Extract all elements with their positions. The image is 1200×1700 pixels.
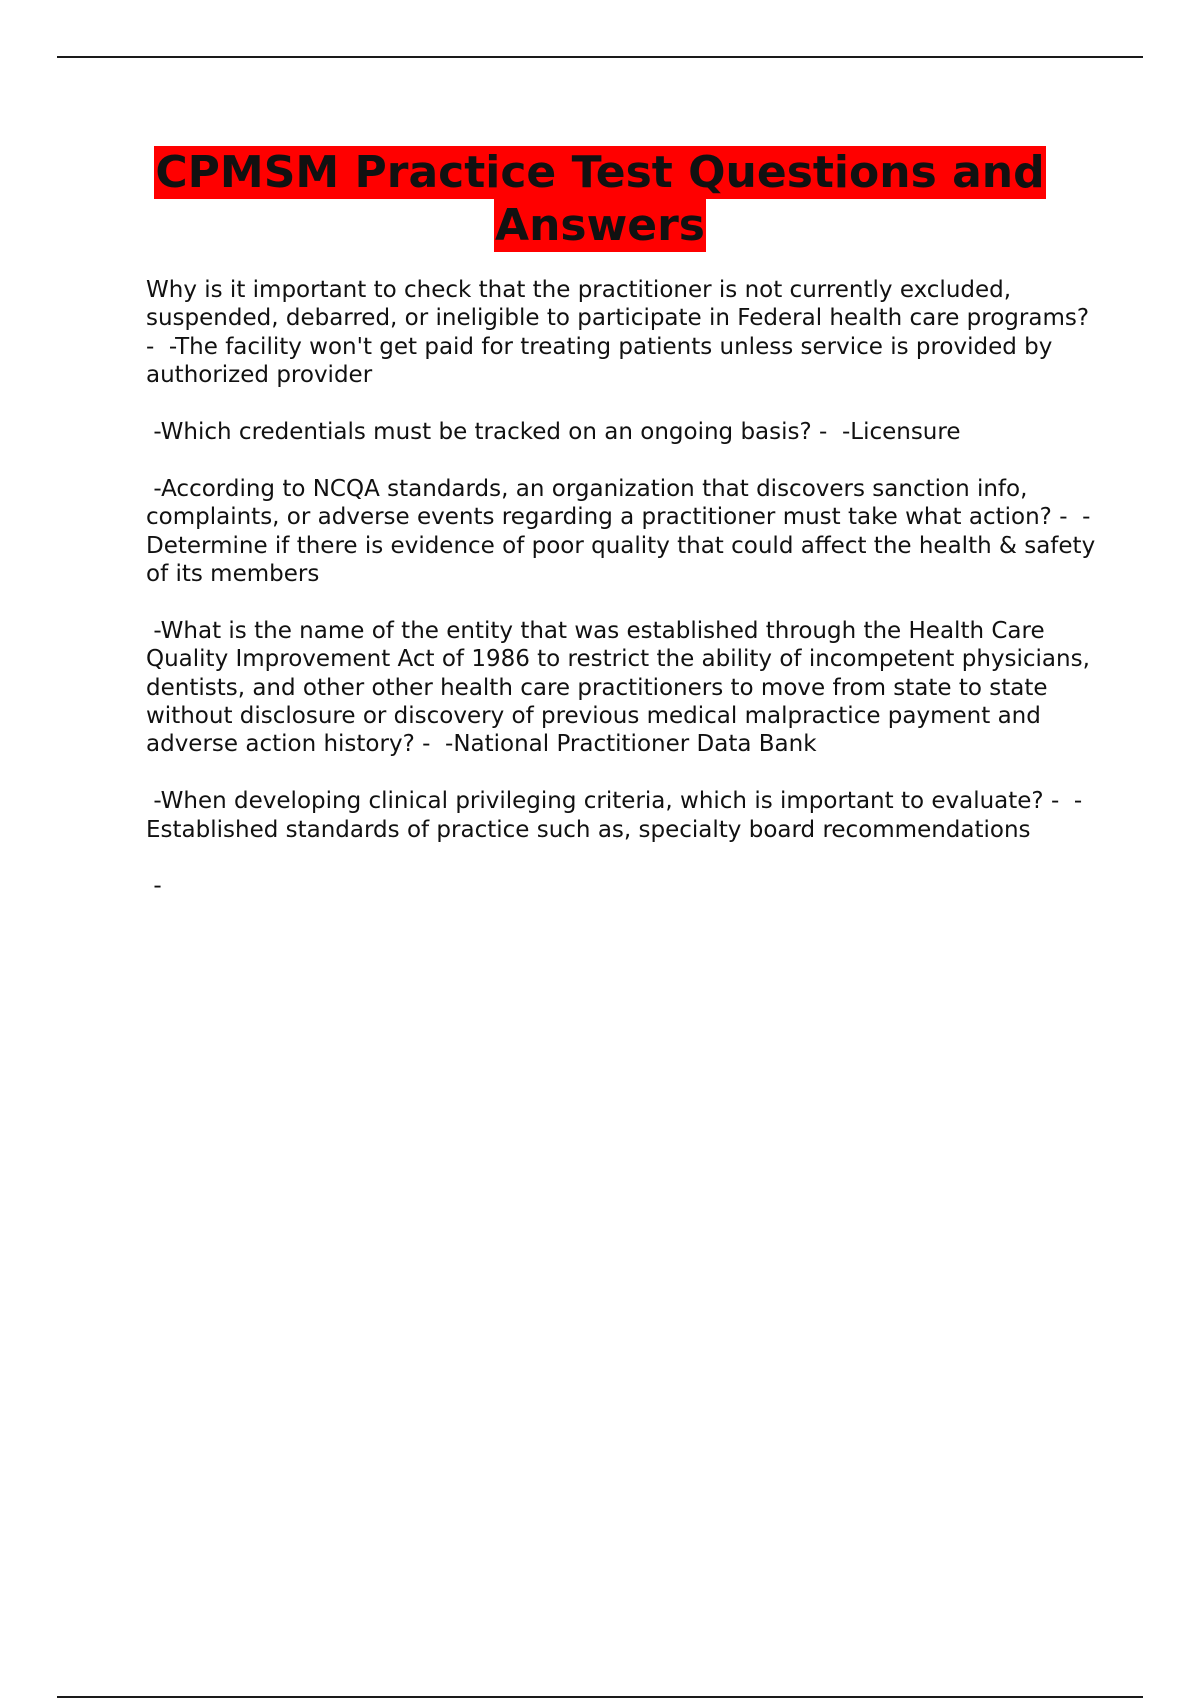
answer-text: -Determine if there is evidence of poor quality that could affect the health & safety of its members [146, 504, 1103, 588]
title-line-2: Answers [495, 200, 705, 251]
question-text: -According to NCQA standards, an organization that discovers sanction info, complaints, or adverse events regarding a practitioner must take what action? - [146, 475, 1075, 531]
top-divider [57, 56, 1143, 58]
qa-item-3 [146, 475, 1103, 589]
answer-text: -Established standards of practice such as, specialty board recommendations [146, 788, 1083, 843]
title-line-1: CPMSM Practice Test Questions and [155, 147, 1045, 198]
answer-text: -Licensure [834, 419, 961, 446]
qa-item-4 [146, 617, 1096, 759]
answer-text: -National Practitioner Data Bank [437, 731, 817, 758]
qa-item-1 [146, 276, 1096, 390]
trailing-dash: - [146, 873, 162, 900]
bottom-divider [57, 1696, 1143, 1698]
question-text: Why is it important to check that the practitioner is not currently excluded, suspended, debarred, or ineligible to participate in Federal health care programs? - [146, 277, 1097, 360]
qa-list [146, 276, 1103, 901]
question-text: -What is the name of the entity that was established through the Health Care Quality Improvement Act of 1986 to restrict the ability of incompetent physicians, dentists, and other other health care practitioners to move from state to state without disclosure or discovery of previous medical malpractice payment and adverse action history? - [146, 617, 1098, 758]
qa-item-2 [146, 418, 1096, 446]
question-text: -When developing clinical privileging criteria, which is important to evaluate? - [146, 788, 1067, 815]
answer-text: -The facility won't get paid for treating patients unless service is provided by authorized provider [146, 333, 1060, 389]
question-text: -Which credentials must be tracked on an ongoing basis? - [146, 419, 835, 446]
qa-item-5 [146, 787, 1096, 844]
document-title [0, 146, 1200, 252]
